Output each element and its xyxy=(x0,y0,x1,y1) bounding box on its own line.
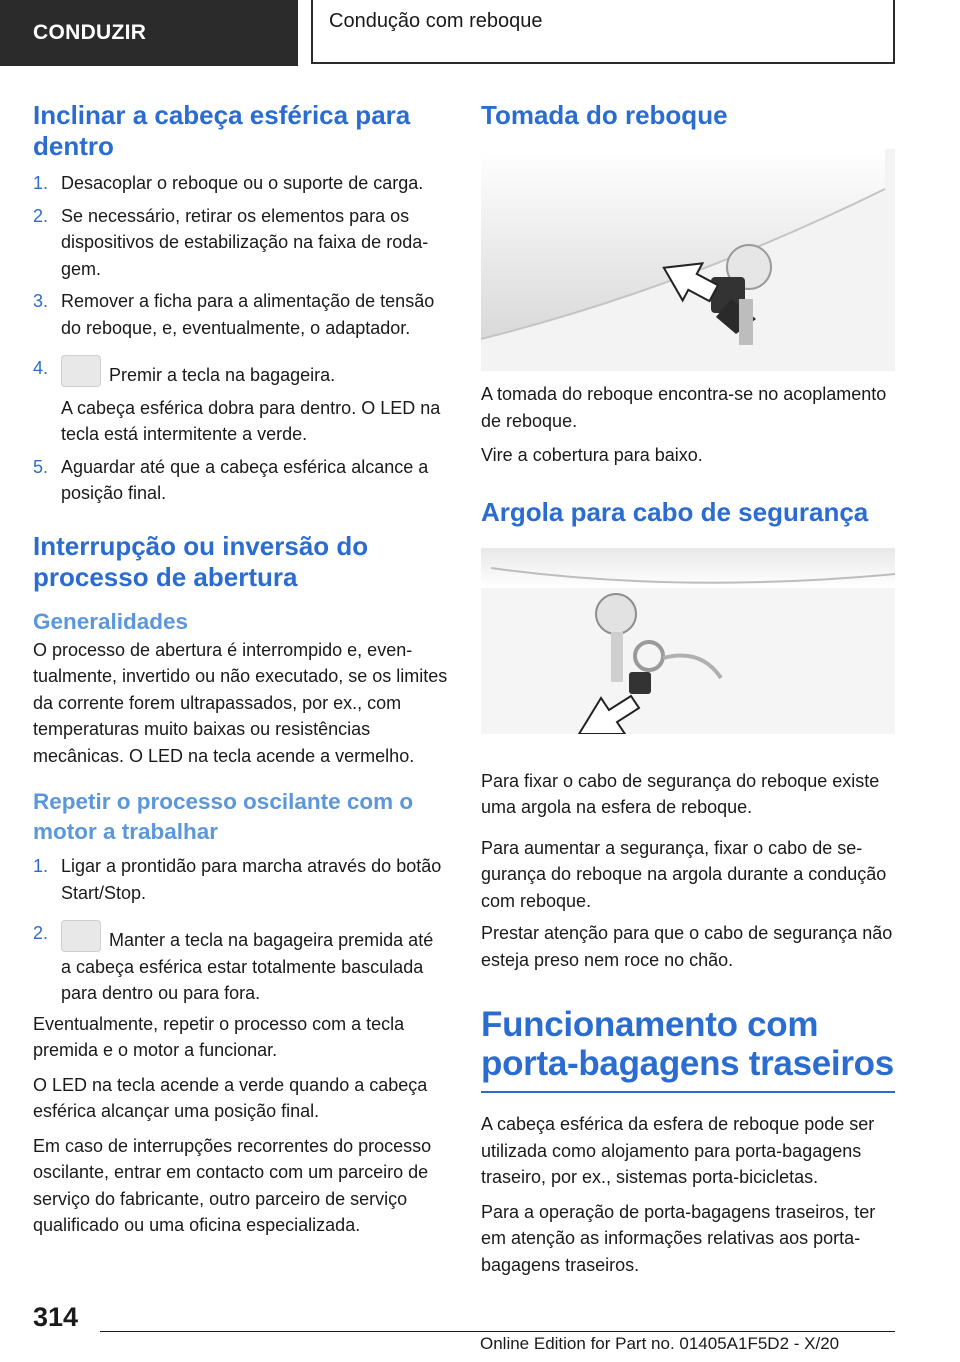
step-item xyxy=(33,920,448,1007)
heading-generalidades: Generalidades xyxy=(33,608,189,634)
footer-rule xyxy=(100,1331,895,1332)
heading-rule xyxy=(481,1091,895,1093)
trunk-button-icon xyxy=(61,355,101,387)
paragraph-repetir-1: Eventualmente, repetir o processo com a tecla premida e o motor a funcionar. xyxy=(33,1013,405,1060)
chapter-title-text: Condução com reboque xyxy=(329,10,543,32)
heading-interrupcao: Interrupção ou inversão do processo de abertura xyxy=(33,530,369,592)
paragraph-argola-3: Prestar atenção para que o cabo de segurança não esteja preso nem roce no chão. xyxy=(481,923,893,970)
paragraph-repetir-3: Em caso de interrupções recorrentes do processo oscilante, entrar em contacto com um parceiro de serviço do fabricante, outro parceiro de serviço qualificado ou uma oficina especializada. xyxy=(33,1135,432,1235)
paragraph-generalidades: O processo de abertura é interrompido e, eventualmente, invertido ou não executado, se os limites da corrente forem ultrapassados, por ex., com temperaturas muito baixas ou resistências mecânicas. O LED na tecla acende a vermelho. xyxy=(33,639,448,766)
step-text: Desacoplar o reboque ou o suporte de carga. xyxy=(61,173,424,193)
step-item xyxy=(33,288,448,341)
step-item xyxy=(33,170,448,197)
step-text: Premir a tecla na bagageira. xyxy=(109,365,336,385)
paragraph-argola-1: Para fixar o cabo de segurança do reboque existe uma argola na esfera de reboque. xyxy=(481,770,880,817)
step-number: 1. xyxy=(33,173,49,193)
steps-inclinar xyxy=(33,170,448,507)
chapter-title xyxy=(311,0,895,64)
section-tab: CONDUZIR xyxy=(0,0,298,66)
paragraph-tomada-1: A tomada do reboque encontra-se no acoplamento de reboque. xyxy=(481,384,887,431)
paragraph-tomada-2: Vire a cobertura para baixo. xyxy=(481,445,703,465)
step-text: Remover a ficha para a alimentação de tensão do reboque, e, eventualmente, o adaptador. xyxy=(61,291,435,338)
step-number: 2. xyxy=(33,923,49,943)
step-item xyxy=(33,203,448,283)
step-text: Ligar a prontidão para marcha através do botão Start/Stop. xyxy=(61,856,442,903)
step-text: Aguardar até que a cabeça esférica alcance a posição final. xyxy=(61,456,429,503)
page-header xyxy=(0,0,960,66)
step-item xyxy=(33,355,448,448)
paragraph-func-1: A cabeça esférica da esfera de reboque pode ser utilizada como alojamento para porta-bagagens traseiro, por ex., sistemas porta-bicicletas. xyxy=(481,1114,875,1187)
page-number: 314 xyxy=(33,1302,79,1332)
right-column xyxy=(481,100,895,1278)
heading-repetir: Repetir o processo oscilante com o motor a trabalhar xyxy=(33,789,414,844)
paragraph-func-2: Para a operação de porta-bagagens traseiros, ter em atenção as informações relativas aos porta-bagagens traseiros. xyxy=(481,1201,876,1275)
heading-argola: Argola para cabo de segurança xyxy=(481,496,869,527)
footer-edition: Online Edition for Part no. 01405A1F5D2 - X/20 xyxy=(480,1334,840,1353)
heading-inclinar: Inclinar a cabeça esférica para dentro xyxy=(33,100,411,161)
step-number: 4. xyxy=(33,358,49,378)
figure-trailer-socket xyxy=(481,149,895,371)
step-text: Manter a tecla na bagageira premida até a cabeça esférica estar totalmente basculada para dentro ou para fora. xyxy=(61,930,434,1003)
heading-tomada: Tomada do reboque xyxy=(481,100,728,130)
trunk-button-icon xyxy=(61,920,101,952)
left-column xyxy=(33,100,448,1239)
step-number: 5. xyxy=(33,456,49,477)
step-extra: A cabeça esférica dobra para dentro. O LED na tecla está intermitente a verde. xyxy=(61,397,441,444)
paragraph-repetir-2: O LED na tecla acende a verde quando a cabeça esférica alcançar uma posição final. xyxy=(33,1074,428,1121)
steps-repetir xyxy=(33,853,448,1007)
paragraph-argola-2: Para aumentar a segurança, fixar o cabo de segurança do reboque na argola durante a condução com reboque. xyxy=(481,837,887,911)
step-number: 2. xyxy=(33,205,49,226)
step-text: Se necessário, retirar os elementos para os dispositivos de estabilização na faixa de rodagem. xyxy=(61,205,429,279)
step-item xyxy=(33,454,448,507)
heading-funcionamento: Funcionamento com porta-bagagens traseiros xyxy=(481,1005,894,1083)
step-item xyxy=(33,853,448,906)
figure-safety-cable-eye xyxy=(481,548,895,734)
step-number: 3. xyxy=(33,291,49,311)
step-number: 1. xyxy=(33,856,49,876)
